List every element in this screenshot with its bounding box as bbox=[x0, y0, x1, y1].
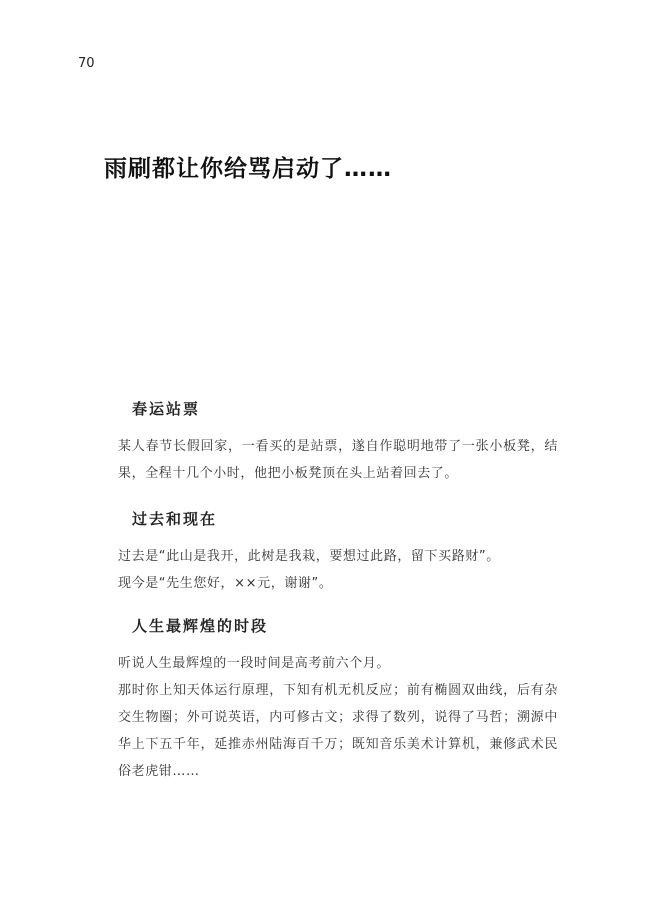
paragraph: 那时你上知天体运行原理，下知有机无机反应；前有椭圆双曲线，后有杂交生物圈；外可说英语，内可修古文；求得了数列，说得了马哲；溯源中华上下五千年，延推赤州陆海百千万；既知音乐美术计算机，兼修武术民俗老虎钳…… bbox=[118, 683, 558, 779]
section-past-and-present bbox=[118, 508, 558, 597]
paragraph: 听说人生最辉煌的一段时间是高考前六个月。 bbox=[118, 656, 391, 671]
page-number: 70 bbox=[78, 56, 95, 71]
section-heading: 春运站票 bbox=[132, 400, 201, 418]
section-heading: 人生最辉煌的时段 bbox=[132, 617, 269, 635]
section-heading: 过去和现在 bbox=[132, 510, 218, 528]
section-spring-festival-ticket bbox=[118, 398, 558, 487]
chapter-title: 雨刷都让你给骂启动了…… bbox=[104, 156, 392, 182]
paragraph: 过去是“此山是我开，此树是我栽，要想过此路，留下买路财”。 bbox=[118, 549, 500, 564]
paragraph: 某人春节长假回家，一看买的是站票，遂自作聪明地带了一张小板凳，结果，全程十几个小时，他把小板凳顶在头上站着回去了。 bbox=[118, 439, 558, 481]
paragraph: 现今是“先生您好，××元，谢谢”。 bbox=[118, 576, 333, 591]
section-most-glorious-period bbox=[118, 615, 558, 785]
